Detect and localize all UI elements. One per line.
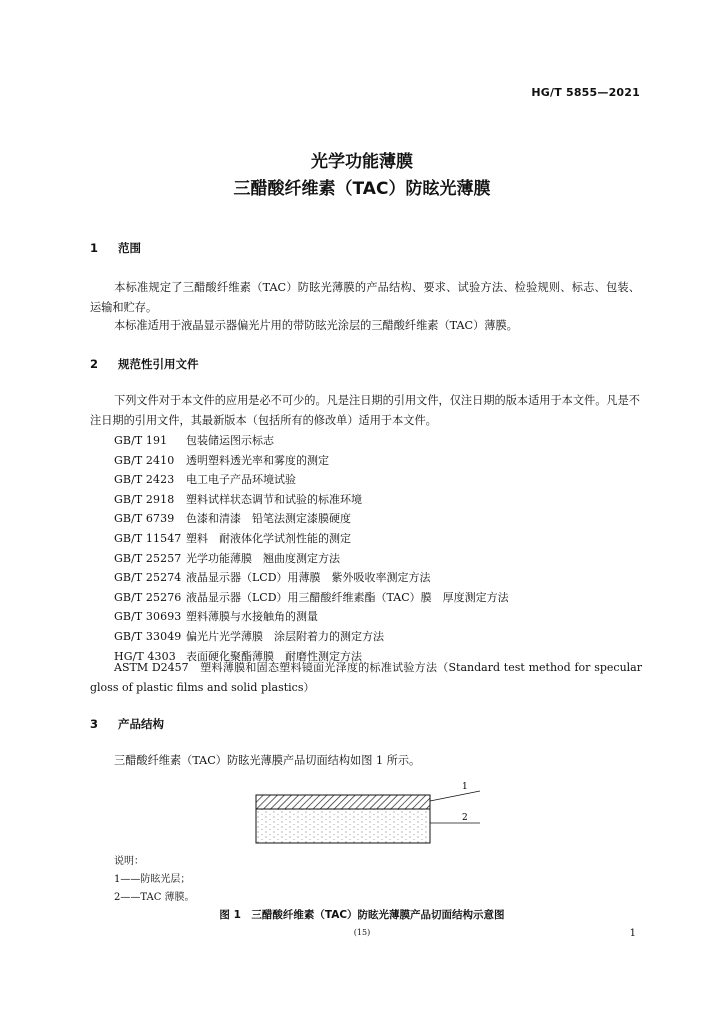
figure-caption: 图 1 三醋酸纤维素（TAC）防眩光薄膜产品切面结构示意图: [219, 909, 505, 921]
title-line-1: 光学功能薄膜: [311, 152, 413, 172]
reference-item: GB/T 2410 透明塑料透光率和雾度的测定: [114, 453, 329, 467]
section-number: 1: [90, 241, 99, 255]
section-1-paragraph-1: 本标准规定了三醋酸纤维素（TAC）防眩光薄膜的产品结构、要求、试验方法、检验规则、标志、包装、运输和贮存。: [90, 281, 640, 314]
section-2-paragraph-1: 下列文件对于本文件的应用是必不可少的。凡是注日期的引用文件，仅注日期的版本适用于本文件。凡是不注日期的引用文件，其最新版本（包括所有的修改单）适用于本文件。: [90, 394, 640, 427]
legend-item-2: 2——TAC 薄膜。: [114, 892, 195, 903]
anti-glare-layer: [256, 795, 430, 809]
reference-item: GB/T 11547 塑料 耐液体化学试剂性能的测定: [114, 531, 351, 545]
reference-item: GB/T 33049 偏光片光学薄膜 涂层附着力的测定方法: [114, 629, 384, 643]
sheet-number: (15): [353, 928, 371, 937]
reference-item: GB/T 25274 液晶显示器（LCD）用薄膜 紫外吸收率测定方法: [114, 571, 431, 585]
legend-item-1: 1——防眩光层；: [114, 874, 191, 885]
title-line-2: 三醋酸纤维素（TAC）防眩光薄膜: [233, 179, 491, 199]
normative-reference-list: [114, 431, 509, 666]
section-number: 3: [90, 717, 99, 731]
standard-number: HG/T 5855—2021: [531, 86, 640, 99]
reference-item: GB/T 6739 色漆和清漆 铅笔法测定漆膜硬度: [114, 512, 351, 526]
reference-item: GB/T 25257 光学功能薄膜 翘曲度测定方法: [114, 551, 340, 565]
reference-item: GB/T 191 包装储运图示标志: [114, 434, 274, 447]
callout-label-2: 2: [462, 813, 468, 823]
callout-label-1: 1: [462, 782, 468, 792]
section-2-heading: [90, 356, 199, 372]
reference-item: GB/T 2918 塑料试样状态调节和试验的标准环境: [114, 492, 362, 506]
section-1-paragraph-2: 本标准适用于液晶显示器偏光片用的带防眩光涂层的三醋酸纤维素（TAC）薄膜。: [114, 319, 518, 332]
section-1-heading: [90, 240, 141, 256]
section-number: 2: [90, 357, 99, 371]
astm-reference: ASTM D2457 塑料薄膜和固态塑料镜面光泽度的标准试验方法（Standard test method for specular gloss of plastic films and solid plastics）: [90, 661, 642, 694]
reference-item: GB/T 30693 塑料薄膜与水接触角的测量: [114, 610, 318, 624]
reference-item: HG/T 4303 表面硬化聚酯薄膜 耐磨性测定方法: [114, 649, 362, 663]
reference-item: GB/T 2423 电工电子产品环境试验: [114, 473, 296, 487]
tac-film-layer: [256, 809, 430, 843]
section-title: 范围: [118, 241, 141, 255]
section-3-heading: [90, 716, 164, 732]
page-number: 1: [629, 928, 636, 939]
legend-title: 说明：: [114, 856, 144, 867]
reference-item: GB/T 25276 液晶显示器（LCD）用三醋酸纤维素酯（TAC）膜 厚度测定方法: [114, 590, 509, 604]
section-title: 产品结构: [118, 717, 164, 731]
callout-line-1: [430, 791, 480, 801]
section-title: 规范性引用文件: [118, 357, 199, 371]
cross-section-diagram: [0, 775, 724, 865]
section-3-paragraph-1: 三醋酸纤维素（TAC）防眩光薄膜产品切面结构如图 1 所示。: [114, 754, 421, 767]
